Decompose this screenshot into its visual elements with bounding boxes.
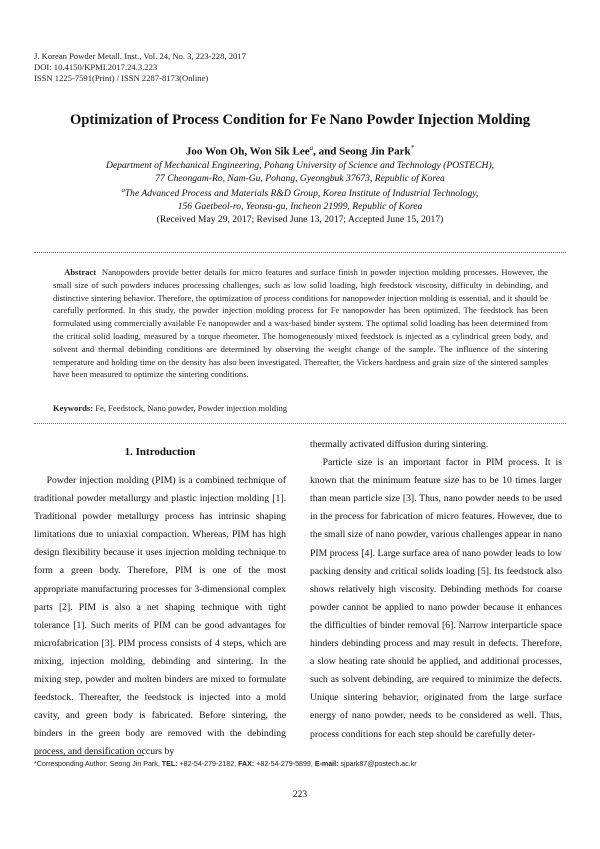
abstract (53, 266, 548, 381)
footnote: *Corresponding Author: Seong Jin Park, TEL: +82-54-279-2182, FAX: +82-54-279-5899, E-mail: sjpark87@postech.ac.kr (34, 760, 417, 768)
paragraph: thermally activated diffusion during sintering. (310, 439, 489, 450)
corresponding-mark: * (410, 144, 415, 152)
paragraph: Powder injection molding (PIM) is a combined technique of traditional powder metallurgy and plastic injection molding [1]. Traditional powder metallurgy process has intrinsic shaping limitations due to uniaxial compaction. Whereas, PIM has high design flexibility because it uses injection molding technique to form a green body. Therefore, PIM is one of the most appropriate manufacturing processes for 3-dimensional complex parts [2]. PIM is also a net shaping technique with tight tolerance [1]. Such merits of PIM can be good advantages for microfabrication [3]. PIM process consists of 4 steps, which are mixing, injection molding, debinding and sintering. In the mixing step, powder and molten binders are mixed to formulate feedstock. Thereafter, the feedstock is injected into a mold cavity, and green body is fabricated. Before sintering, the binders in the green body are removed with the debinding process, and densification occurs by (34, 475, 286, 758)
affiliation-mark: a (121, 187, 125, 195)
abstract-text: Nanopowders provide better details for micro features and surface finish in powder injection molding processes. However, the small size of such powders induces processing challenges, such as low solid loading, high feedstock viscosity, difficulty in debinding, and distinctive sintering behavior. Therefore, the optimization of process conditions for nanopowder injection molding is essential, and it should be carefully performed. In this study, the powder injection molding process for Fe nanopowder has been optimized. The feedstock has been formulated using commercially available Fe nanopowder and a wax-based binder system. The optimal solid loading has been determined from the critical solid loading, measured by a torque rheometer. The homogeneously mixed feedstock is injected as a cylindrical green body, and solvent and thermal debinding conditions are determined by observing the weight change of the sample. The influence of the sintering temperature and holding time on the density has also been investigated. Thereafter, the Vickers hardness and grain size of the sintered samples have been measured to optimize the sintering conditions. (53, 267, 548, 380)
journal-issn: ISSN 1225-7591(Print) / ISSN 2287-8173(Online) (34, 73, 209, 83)
author-names-1: Joo Won Oh, Won Sik Lee (185, 145, 310, 158)
affiliation-line-4: 156 Gaetbeol-ro, Yeonsu-gu, Incheon 21999, Republic of Korea (177, 200, 423, 212)
footnote-rule (34, 755, 144, 756)
divider-top (34, 252, 566, 253)
section-heading: 1. Introduction (124, 446, 196, 458)
paper-title: Optimization of Process Condition for Fe Nano Powder Injection Molding (69, 112, 531, 128)
page-number: 223 (292, 790, 308, 800)
journal-citation: J. Korean Powder Metall. Inst., Vol. 24, No. 3, 223-228, 2017 (34, 51, 246, 61)
author-names-2: , and Seong Jin Park (313, 145, 411, 158)
affiliation-line-2: 77 Cheongam-Ro, Nam-Gu, Pohang, Gyeongbuk 37673, Republic of Korea (155, 172, 445, 184)
received-dates: (Received May 29, 2017; Revised June 13, 2017; Accepted June 15, 2017) (156, 213, 444, 225)
body-column-right (310, 436, 562, 744)
keywords-text: Fe, Feedstock, Nano powder, Powder injection molding (95, 403, 288, 413)
author-list (20, 144, 580, 158)
abstract-label: Abstract (64, 267, 97, 277)
body-column-left (34, 472, 286, 762)
affiliation-line-1: Department of Mechanical Engineering, Pohang University of Science and Technology (POSTECH), (105, 160, 495, 171)
paragraph: Particle size is an important factor in PIM process. It is known that the minimum feature size has to be 10 times larger than mean particle size [3]. Thus, nano powder needs to be used in the process for fabrication of micro features. However, due to the small size of nano powder, various challenges appear in nano PIM process [4]. Large surface area of nano powder leads to low packing density and critical solids loading [5]. Its feedstock also shows relatively high viscosity. Debinding methods for coarse powder cannot be applied to nano powder because it enhances the difficulties of binder removal [6]. Narrow interparticle space hinders debinding process and may result in defects. Therefore, a slow heating rate should be applied, and additional processes, such as solvent debinding, are required to minimize the defects. Unique sintering behavior, originated from the large surface energy of nano powder, needs to be considered as well. Thus, process conditions for each step should be carefully deter- (310, 457, 562, 740)
keywords-label: Keywords: (53, 403, 94, 413)
affiliation-line-3: $^a$The Advanced Process and Materials R&D Group, Korea Institute of Industrial Technology, (121, 187, 479, 200)
journal-doi: DOI: 10.4150/KPMI.2017.24.3.223 (34, 62, 158, 72)
journal-info (34, 51, 246, 84)
divider-bottom (34, 423, 566, 424)
affiliations (20, 160, 580, 226)
keywords (53, 403, 548, 413)
author-affil-mark: a (309, 144, 314, 152)
email-address: sjpark87@postech.ac.kr (338, 760, 417, 768)
